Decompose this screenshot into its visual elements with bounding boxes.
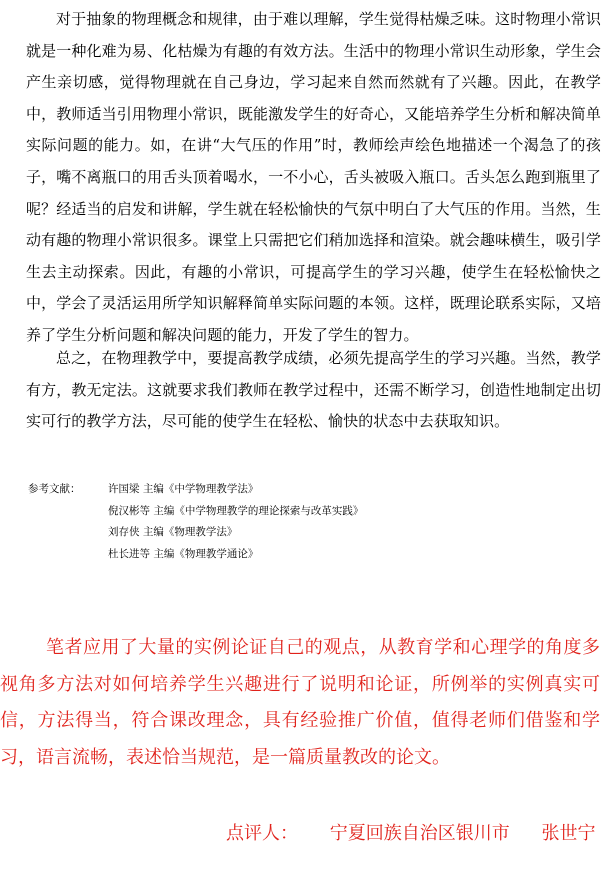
reviewer-name: 张世宁 — [541, 823, 596, 844]
review-comment: 笔者应用了大量的实例论证自己的观点，从教育学和心理学的角度多视角多方法对如何培养学生兴趣进行了说明和论证，所例举的实例真实可信，方法得当，符合课改理念，具有经验推广价值，值得老师们借鉴和学习，语言流畅，表述恰当规范，是一篇质量教改的论文。 — [0, 637, 600, 768]
article-paragraph-1: 对于抽象的物理概念和规律，由于难以理解，学生觉得枯燥乏味。这时物理小常识就是一种化难为易、化枯燥为有趣的有效方法。生活中的物理小常识生动形象，学生会产生亲切感，觉得物理就在自己身边，学习起来自然而然就有了兴趣。因此，在教学中，教师适当引用物理小常识，既能激发学生的好奇心，又能培养学生分析和解决简单实际问题的能力。如，在讲“大气压的作用”时，教师绘声绘色地描述一个渴急了的孩子，嘴不离瓶口的用舌头顶着喝水，一不小心，舌头被吸入瓶口。舌头怎么跑到瓶里了呢？经适当的启发和讲解，学生就在轻松愉快的气氛中明白了大气压的作用。当然，生动有趣的物理小常识很多。课堂上只需把它们稍加选择和渲染。就会趣味横生，吸引学生去主动探索。因此，有趣的小常识，可提高学生的学习兴趣，使学生在轻松愉快之中，学会了灵活运用所学知识解释简单实际问题的本领。这样，既理论联系实际，又培养了学生分析问题和解决问题的能力，开发了学生的智力。 — [26, 10, 601, 344]
references-list — [108, 479, 363, 565]
reference-item: 许国梁 主编《中学物理教学法》 — [108, 483, 259, 495]
references-label: 参考文献： — [28, 483, 81, 495]
reference-item: 杜长进等 主编《物理教学通论》 — [108, 547, 259, 560]
reviewer-label: 点评人： — [226, 823, 298, 844]
article-paragraph-2: 总之，在物理教学中，要提高教学成绩，必须先提高学生的学习兴趣。当然，教学有方，教无定法。这就要求我们教师在教学过程中，还需不断学习，创造性地制定出切实可行的教学方法，尽可能的使学生在轻松、愉快的状态中去获取知识。 — [26, 349, 601, 431]
reviewer-place: 宁夏回族自治区银川市 — [329, 823, 510, 844]
reviewer-line — [226, 819, 595, 845]
reference-item: 刘存侠 主编《物理教学法》 — [108, 526, 238, 538]
reference-item: 倪汉彬等 主编《中学物理教学的理论探索与改革实践》 — [108, 504, 364, 517]
